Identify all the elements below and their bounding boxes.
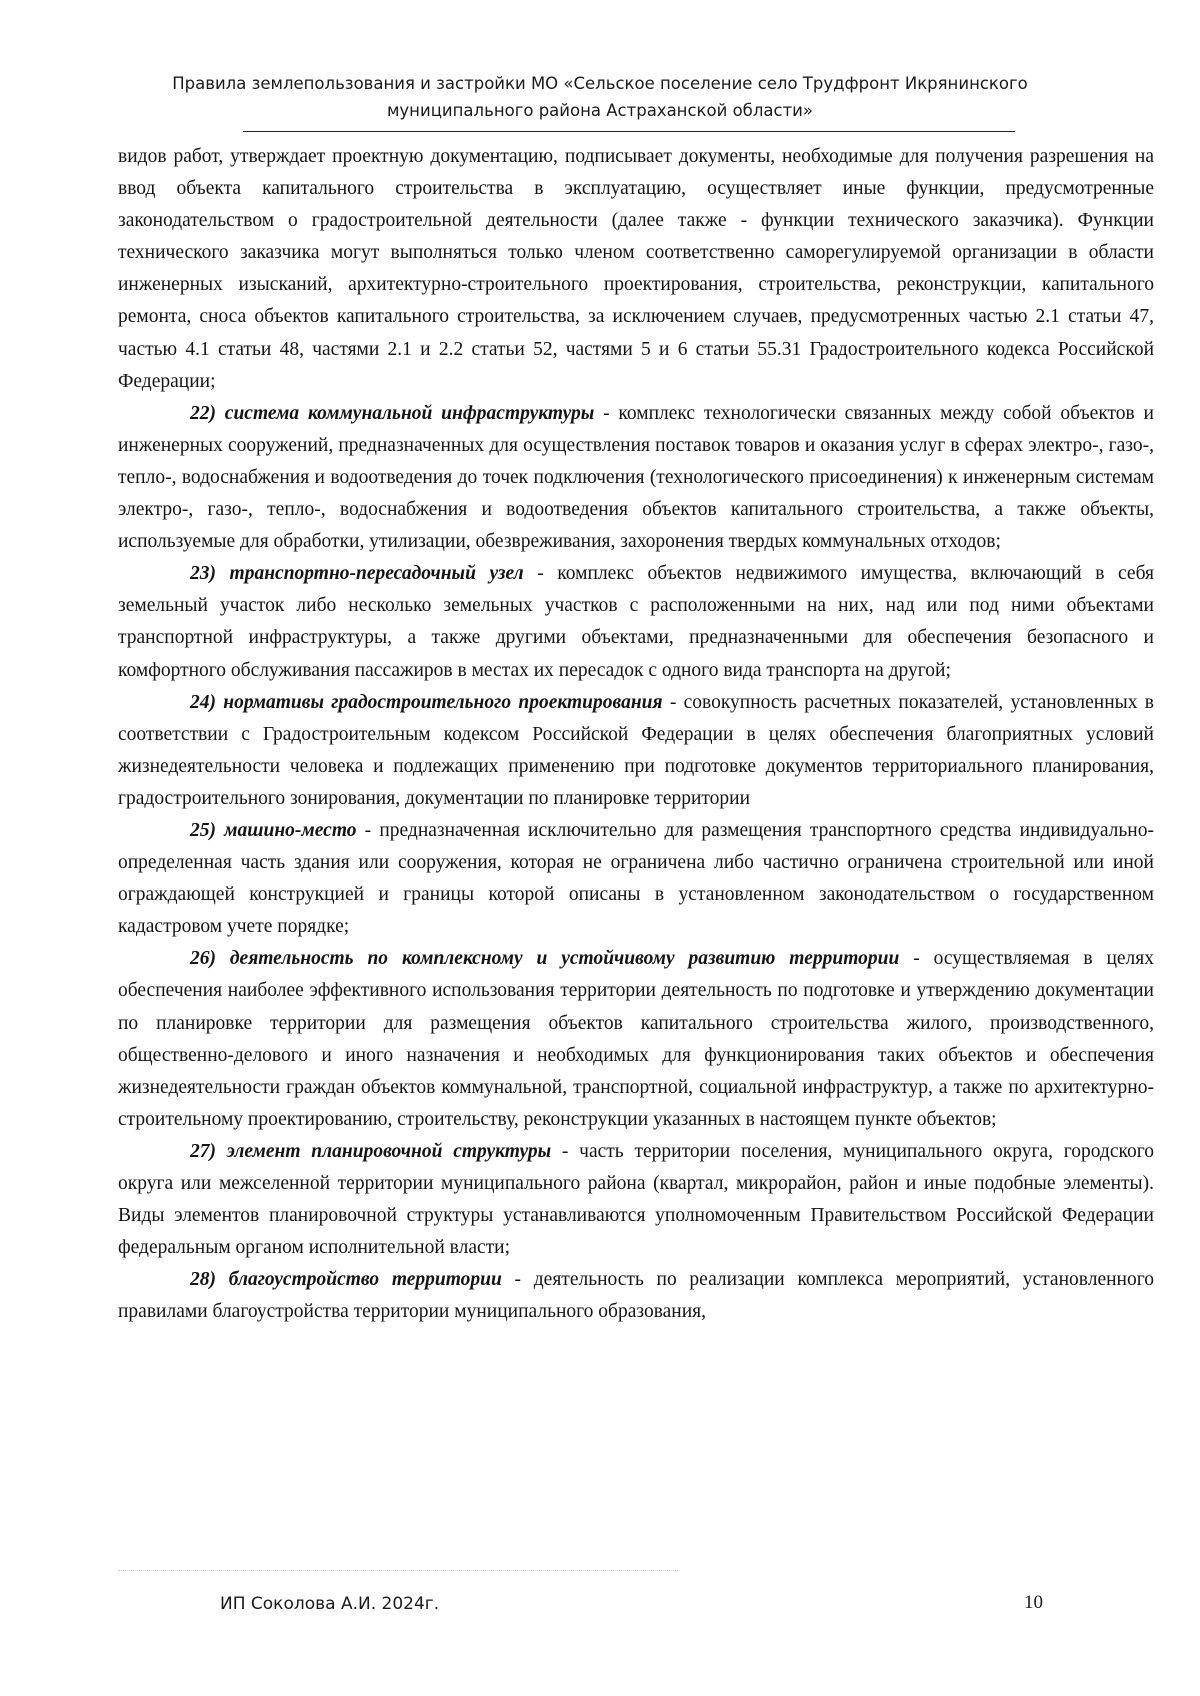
footer-divider xyxy=(118,1570,678,1571)
definition-item-23 xyxy=(118,558,1154,686)
page-number: 10 xyxy=(1024,1592,1043,1613)
definition-item-22 xyxy=(118,398,1154,558)
running-header xyxy=(150,70,1050,124)
continuation-paragraph: видов работ, утверждает проектную документацию, подписывает документы, необходимые для получения разрешения на ввод объекта капитального строительства в эксплуатацию, осуществляет иные функции, предусмотренные законодательством о градостроительной деятельности (далее также - функции технического заказчика). Функции технического заказчика могут выполняться только членом соответственно саморегулируемой организации в области инженерных изысканий, архитектурно-строительного проектирования, строительства, реконструкции, капитального ремонта, сноса объектов капитального строительства, за исключением случаев, предусмотренных частью 2.1 статьи 47, частью 4.1 статьи 48, частями 2.1 и 2.2 статьи 52, частями 5 и 6 статьи 55.31 Градостроительного кодекса Российской Федерации; xyxy=(118,146,1154,392)
definition-text: - деятельность по реализации комплекса мероприятий, установленного правилами благоустройства территории муниципального образования, xyxy=(118,1269,1154,1323)
definition-text: - совокупность расчетных показателей, установленных в соответствии с Градостроительным кодексом Российской Федерации в целях обеспечения благоприятных условий жизнедеятельности человека и подлежащих применению при подготовке документов территориального планирования, градостроительного зонирования, документации по планировке территории xyxy=(118,691,1154,809)
document-body xyxy=(118,141,1154,1328)
definition-item-27 xyxy=(118,1136,1154,1264)
definition-text: - комплекс технологически связанных между собой объектов и инженерных сооружений, предназначенных для осуществления поставок товаров и оказания услуг в сферах электро-, газо-, тепло-, водоснабжения и водоотведения до точек подключения (технологического присоединения) к инженерным системам электро-, газо-, тепло-, водоснабжения и водоотведения объектов капитального строительства, а также объекты, используемые для обработки, утилизации, обезвреживания, захоронения твердых коммунальных отходов; xyxy=(118,402,1154,553)
header-line-1: Правила землепользования и застройки МО «Сельское поселение село Трудфронт Икрянинского xyxy=(172,74,1028,93)
definition-item-26 xyxy=(118,943,1154,1136)
definition-term: 26) деятельность по комплексному и устойчивому развитию территории xyxy=(190,948,900,970)
definition-item-24 xyxy=(118,687,1154,815)
header-divider xyxy=(243,131,1015,132)
definition-text: - часть территории поселения, муниципального округа, городского округа или межселенной территории муниципального района (квартал, микрорайон, район и иные подобные элементы). Виды элементов планировочной структуры устанавливаются уполномоченным Правительством Российской Федерации федеральным органом исполнительной власти; xyxy=(118,1140,1155,1259)
definition-text: - осуществляемая в целях обеспечения наиболее эффективного использования территории деятельность по подготовке и утверждению документации по планировке территории для размещения объектов капитального строительства жилого, производственного, общественно-делового и иного назначения и необходимых для функционирования таких объектов и обеспечения жизнедеятельности граждан объектов коммунальной, транспортной, социальной инфраструктур, а также по архитектурно- строительному проектированию, строительству, реконструкции указанных в настоящем пункте объектов; xyxy=(118,948,1154,1130)
definition-term: 27) элемент планировочной структуры xyxy=(190,1140,552,1162)
definition-text: - комплекс объектов недвижимого имущества, включающий в себя земельный участок либо несколько земельных участков с расположенными на них, над или под ними объектами транспортной инфраструктуры, а также другими объектами, предназначенными для обеспечения безопасного и комфортного обслуживания пассажиров в местах их пересадок с одного вида транспорта на другой; xyxy=(118,563,1154,681)
footer-author: ИП Соколова А.И. 2024г. xyxy=(220,1594,440,1614)
definition-term: 25) машино-место xyxy=(190,819,357,841)
definition-term: 22) система коммунальной инфраструктуры xyxy=(190,402,595,424)
definition-item-28 xyxy=(118,1264,1154,1328)
definition-term: 28) благоустройство территории xyxy=(190,1269,502,1291)
definition-item-25 xyxy=(118,815,1154,943)
definition-text: - предназначенная исключительно для размещения транспортного средства индивидуально-определенная часть здания или сооружения, которая не ограничена либо частично ограничена строительной или иной ограждающей конструкцией и границы которой описаны в установленном законодательством о государственном кадастровом учете порядке; xyxy=(118,819,1154,938)
definition-term: 24) нормативы градостроительного проектирования xyxy=(190,691,663,713)
definition-term: 23) транспортно-пересадочный узел xyxy=(190,563,524,585)
header-line-2: муниципального района Астраханской области» xyxy=(386,101,814,120)
